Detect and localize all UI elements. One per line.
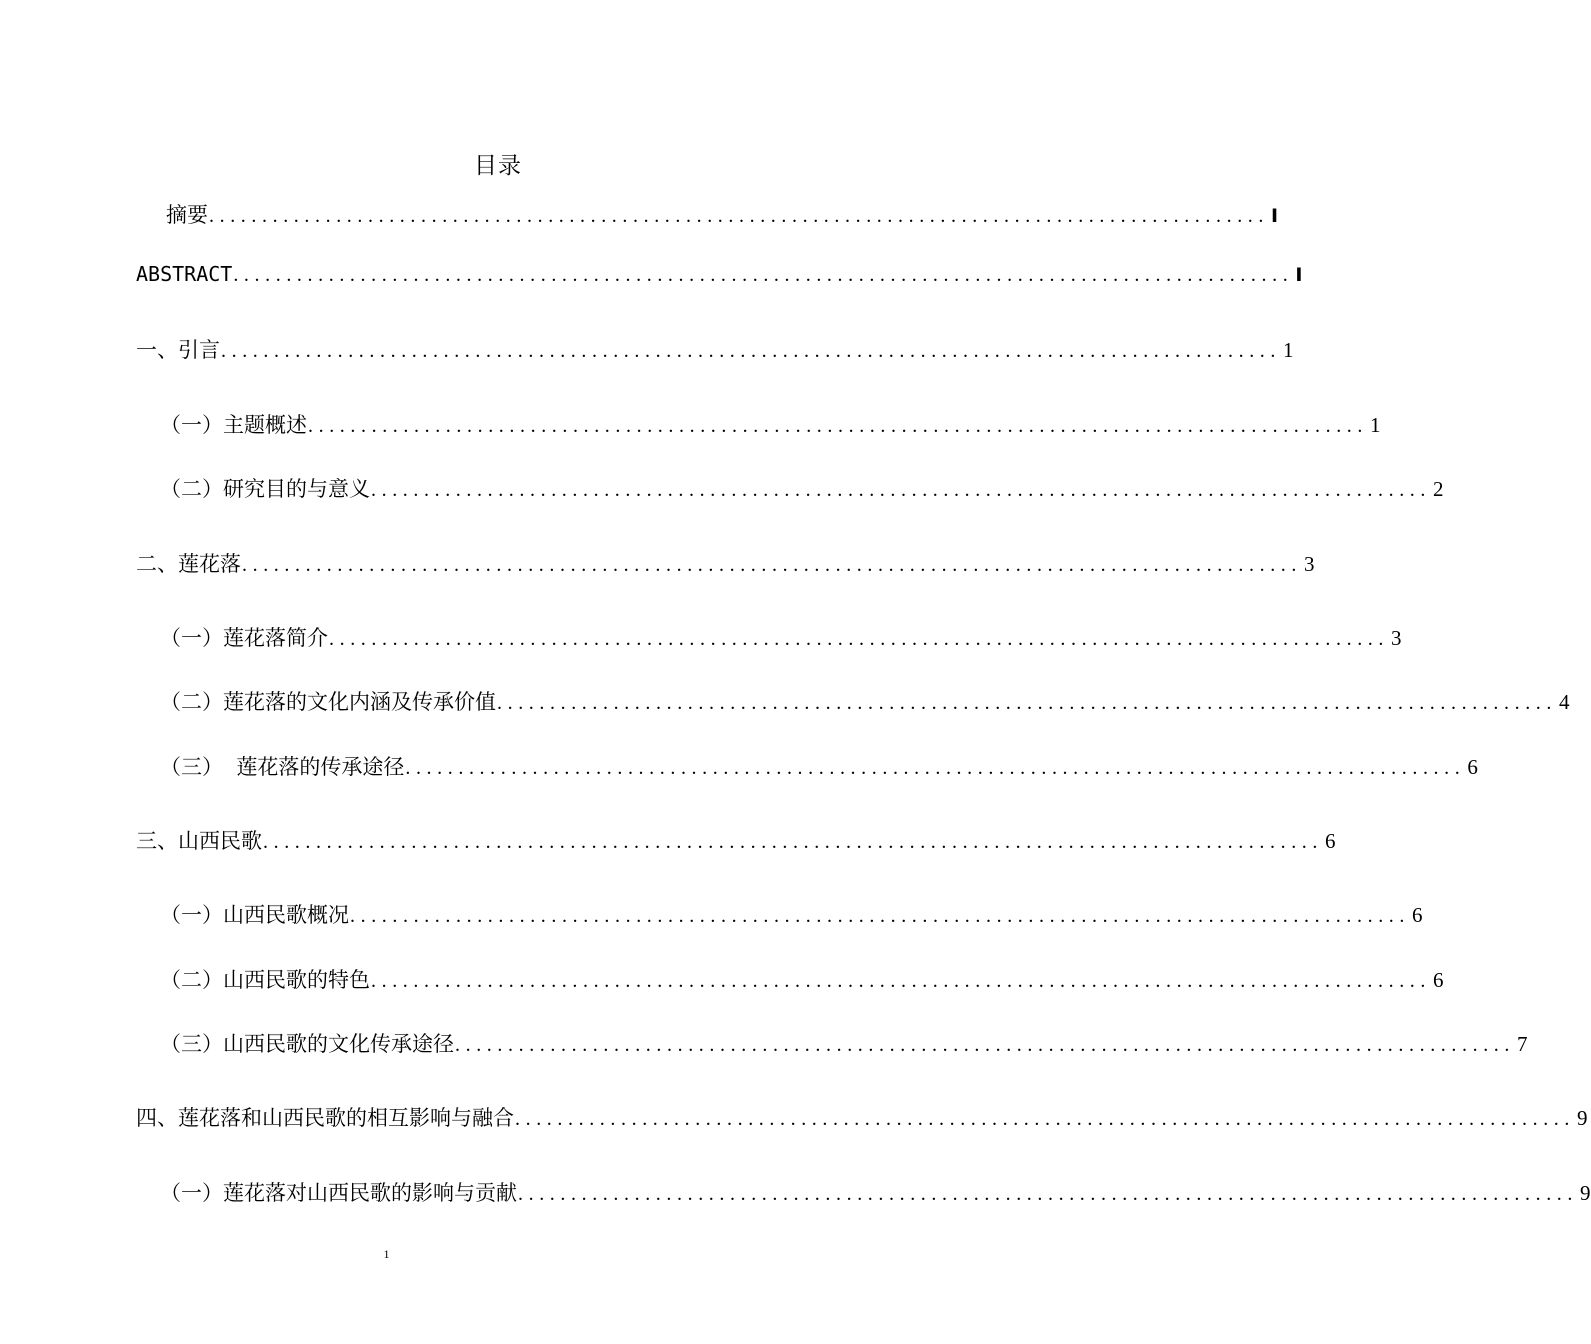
toc-entry-chapter-3[interactable] bbox=[136, 826, 1336, 857]
dot-leader: .................................................................................................... bbox=[233, 264, 1294, 286]
toc-entry-chapter-4[interactable] bbox=[136, 1103, 1588, 1134]
toc-entry-page: I bbox=[1295, 264, 1303, 286]
toc-entry-section-3-3[interactable] bbox=[160, 1029, 1528, 1060]
toc-entry-section-3-1[interactable] bbox=[160, 900, 1423, 931]
toc-entry-label: （一）莲花落简介 bbox=[160, 626, 328, 650]
toc-entry-page: 1 bbox=[1370, 413, 1381, 437]
dot-leader: .................................................................................................... bbox=[405, 757, 1466, 779]
dot-leader: .................................................................................................... bbox=[329, 628, 1389, 650]
toc-entry-page: 9 bbox=[1580, 1181, 1591, 1205]
toc-entry-label: （一）主题概述 bbox=[160, 413, 307, 437]
toc-entry-page: I bbox=[1271, 205, 1279, 227]
toc-entry-page: 7 bbox=[1517, 1032, 1528, 1056]
toc-entry-page: 6 bbox=[1412, 903, 1423, 927]
toc-entry-section-4-1[interactable] bbox=[160, 1178, 1591, 1209]
dot-leader: .................................................................................................... bbox=[371, 970, 1431, 992]
toc-entry-chapter-2[interactable] bbox=[136, 549, 1315, 580]
toc-entry-label: 二、莲花落 bbox=[136, 552, 241, 576]
toc-entry-label: 摘要 bbox=[166, 203, 208, 227]
page-number: 1 bbox=[383, 1247, 390, 1261]
toc-entry-page: 6 bbox=[1467, 755, 1478, 779]
toc-entry-page: 6 bbox=[1433, 968, 1444, 992]
toc-entry-page: 3 bbox=[1304, 552, 1315, 576]
toc-entry-label: （三） 莲花落的传承途径 bbox=[160, 755, 405, 779]
toc-entry-page: 2 bbox=[1433, 477, 1444, 501]
toc-entry-label: （二）莲花落的文化内涵及传承价值 bbox=[160, 690, 496, 714]
dot-leader: .................................................................................................... bbox=[515, 1108, 1575, 1130]
toc-title: 目录 bbox=[474, 153, 522, 179]
dot-leader: .................................................................................................... bbox=[518, 1183, 1578, 1205]
dot-leader: .................................................................................................... bbox=[242, 554, 1302, 576]
toc-entry-section-2-1[interactable] bbox=[160, 623, 1402, 654]
toc-entry-chapter-1[interactable] bbox=[136, 335, 1294, 366]
toc-entry-page: 4 bbox=[1559, 690, 1570, 714]
dot-leader: .................................................................................................... bbox=[308, 415, 1368, 437]
toc-entry-page: 6 bbox=[1325, 829, 1336, 853]
toc-entry-abstract-cn[interactable] bbox=[166, 200, 1279, 231]
toc-entry-label: （三）山西民歌的文化传承途径 bbox=[160, 1032, 454, 1056]
toc-entry-page: 1 bbox=[1283, 338, 1294, 362]
toc-entry-label: 四、莲花落和山西民歌的相互影响与融合 bbox=[136, 1106, 514, 1130]
toc-entry-label: ABSTRACT bbox=[136, 262, 233, 286]
toc-entry-label: （一）山西民歌概况 bbox=[160, 903, 349, 927]
toc-entry-label: （二）山西民歌的特色 bbox=[160, 968, 370, 992]
dot-leader: .................................................................................................... bbox=[263, 831, 1323, 853]
toc-entry-label: （二）研究目的与意义 bbox=[160, 477, 370, 501]
dot-leader: .................................................................................................... bbox=[350, 905, 1410, 927]
toc-entry-page: 9 bbox=[1577, 1106, 1588, 1130]
toc-entry-page: 3 bbox=[1391, 626, 1402, 650]
dot-leader: .................................................................................................... bbox=[221, 340, 1281, 362]
toc-entry-section-2-3[interactable] bbox=[160, 752, 1478, 783]
dot-leader: .................................................................................................... bbox=[209, 205, 1269, 227]
toc-entry-section-2-2[interactable] bbox=[160, 687, 1570, 718]
toc-entry-section-1-1[interactable] bbox=[160, 410, 1381, 441]
dot-leader: .................................................................................................... bbox=[371, 479, 1431, 501]
toc-entry-abstract-en[interactable] bbox=[136, 259, 1303, 290]
dot-leader: .................................................................................................... bbox=[497, 692, 1557, 714]
toc-entry-label: 三、山西民歌 bbox=[136, 829, 262, 853]
toc-entry-label: 一、引言 bbox=[136, 338, 220, 362]
dot-leader: .................................................................................................... bbox=[455, 1034, 1515, 1056]
toc-entry-section-1-2[interactable] bbox=[160, 474, 1444, 505]
toc-entry-label: （一）莲花落对山西民歌的影响与贡献 bbox=[160, 1181, 517, 1205]
toc-entry-section-3-2[interactable] bbox=[160, 965, 1444, 996]
